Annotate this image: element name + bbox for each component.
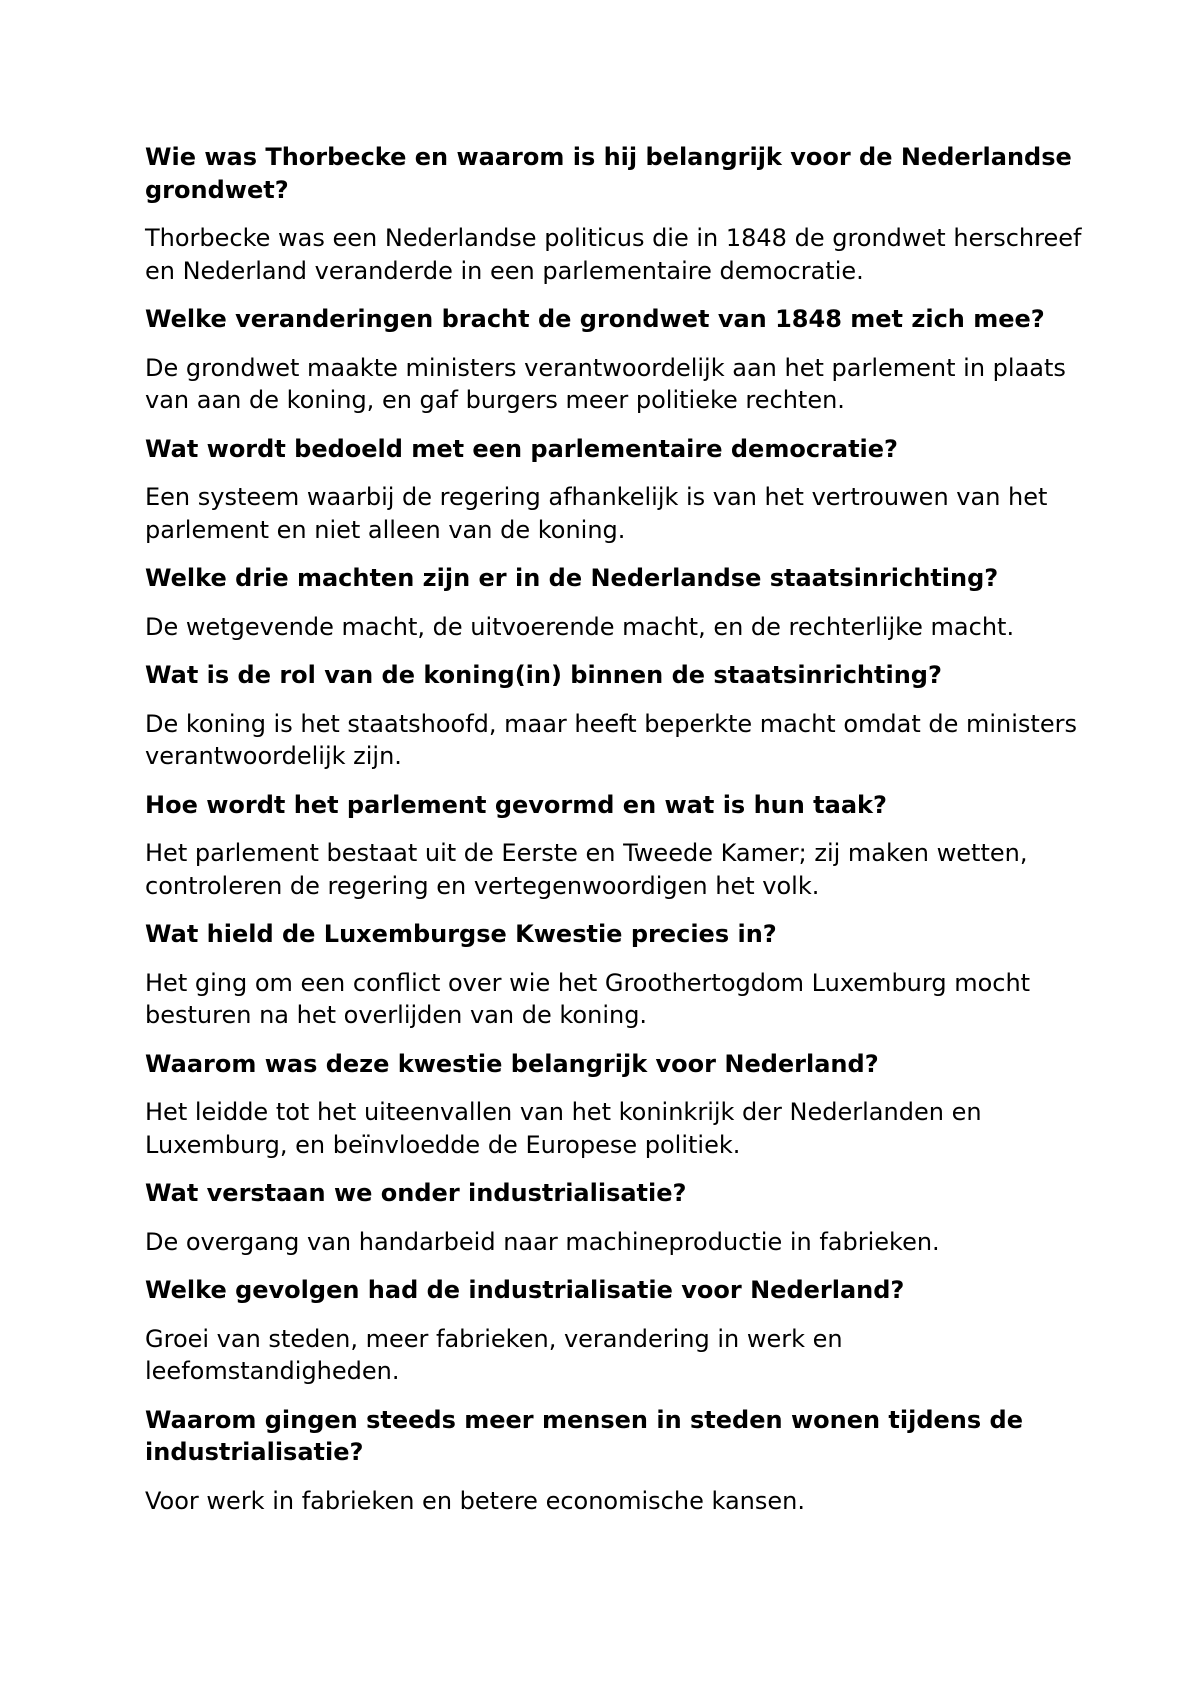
question-heading: Waarom was deze kwestie belangrijk voor Nederland? [145,1049,879,1078]
question-heading: Wie was Thorbecke en waarom is hij belangrijk voor de Nederlandse grondwet? [145,143,1072,204]
qa-item [145,562,1085,643]
answer-text: Het ging om een conflict over wie het Groothertogdom Luxemburg mocht besturen na het overlijden van de koning. [145,968,1031,1029]
answer-text: Een systeem waarbij de regering afhankelijk is van het vertrouwen van het parlement en niet alleen van de koning. [145,483,1048,544]
answer-text: Voor werk in fabrieken en betere economische kansen. [145,1486,805,1515]
qa-item [145,1274,1085,1388]
question-heading: Welke drie machten zijn er in de Nederlandse staatsinrichting? [145,564,999,592]
qa-item [145,433,1085,547]
qa-item [145,1404,1085,1518]
qa-item [145,1177,1085,1258]
question-heading: Welke veranderingen bracht de grondwet van 1848 met zich mee? [145,305,1045,333]
answer-text: De overgang van handarbeid naar machineproductie in fabrieken. [145,1227,940,1256]
qa-item [145,918,1085,1032]
question-heading: Wat hield de Luxemburgse Kwestie precies in? [145,920,777,948]
answer-text: Het parlement bestaat uit de Eerste en Tweede Kamer; zij maken wetten, controleren de regering en vertegenwoordigen het volk. [145,839,1028,900]
qa-item [145,303,1085,417]
answer-text: Groei van steden, meer fabrieken, verandering in werk en leefomstandigheden. [145,1324,843,1385]
question-heading: Wat wordt bedoeld met een parlementaire democratie? [145,434,898,463]
qa-item [145,789,1085,903]
qa-item [145,141,1085,287]
question-heading: Hoe wordt het parlement gevormd en wat is hun taak? [145,790,887,819]
qa-item [145,659,1085,773]
question-heading: Welke gevolgen had de industrialisatie voor Nederland? [145,1276,905,1304]
answer-text: Thorbecke was een Nederlandse politicus die in 1848 de grondwet herschreef en Nederland veranderde in een parlementaire democratie. [145,224,1082,285]
question-heading: Wat verstaan we onder industrialisatie? [145,1179,687,1207]
qa-item [145,1048,1085,1162]
answer-text: De wetgevende macht, de uitvoerende macht, en de rechterlijke macht. [145,612,1015,641]
answer-text: Het leidde tot het uiteenvallen van het koninkrijk der Nederlanden en Luxemburg, en beïnvloedde de Europese politiek. [145,1098,982,1159]
answer-text: De koning is het staatshoofd, maar heeft beperkte macht omdat de ministers verantwoordelijk zijn. [145,709,1077,770]
answer-text: De grondwet maakte ministers verantwoordelijk aan het parlement in plaats van aan de koning, en gaf burgers meer politieke rechten. [145,353,1066,414]
question-heading: Waarom gingen steeds meer mensen in steden wonen tijdens de industrialisatie? [145,1405,1023,1466]
document-body [145,141,1085,1533]
question-heading: Wat is de rol van de koning(in) binnen de staatsinrichting? [145,661,942,689]
